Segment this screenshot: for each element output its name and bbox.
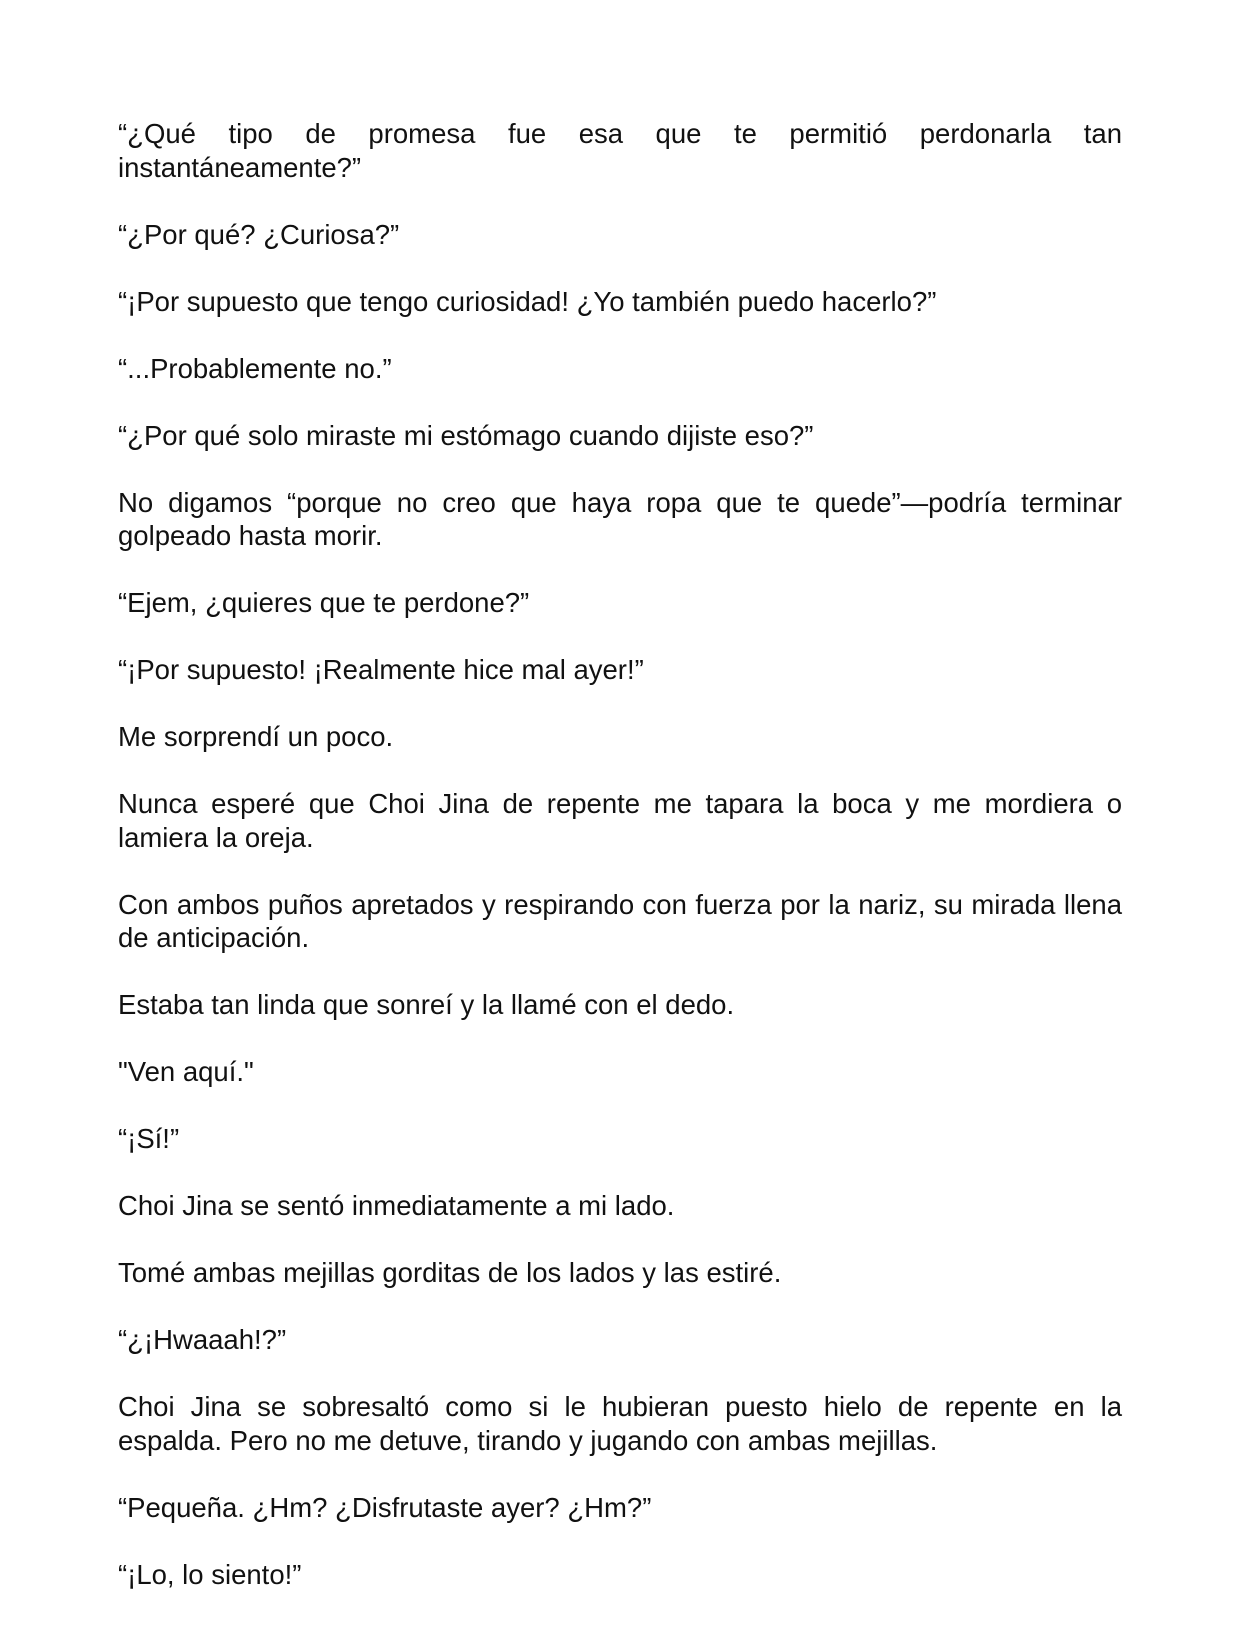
paragraph-2: “¿Por qué? ¿Curiosa?” <box>118 218 400 250</box>
paragraph-11: Con ambos puños apretados y respirando con fuerza por la nariz, su mirada llena de anticipación. <box>118 888 1122 953</box>
paragraph-18: Choi Jina se sobresaltó como si le hubieran puesto hielo de repente en la espalda. Pero no me detuve, tirando y jugando con ambas mejillas. <box>118 1391 1122 1456</box>
paragraph-16: Tomé ambas mejillas gorditas de los lados y las estiré. <box>118 1257 782 1288</box>
paragraph-7: “Ejem, ¿quieres que te perdone?” <box>118 587 530 618</box>
paragraph-6: No digamos “porque no creo que haya ropa que te quede”—podría terminar golpeado hasta morir. <box>118 486 1122 551</box>
paragraph-5: “¿Por qué solo miraste mi estómago cuando dijiste eso?” <box>118 419 814 451</box>
paragraph-9: Me sorprendí un poco. <box>118 721 394 752</box>
document-body <box>118 117 1122 1625</box>
paragraph-3: “¡Por supuesto que tengo curiosidad! ¿Yo también puedo hacerlo?” <box>118 285 937 317</box>
paragraph-15: Choi Jina se sentó inmediatamente a mi lado. <box>118 1190 675 1221</box>
paragraph-10: Nunca esperé que Choi Jina de repente me tapara la boca y me mordiera o lamiera la oreja. <box>118 788 1122 853</box>
paragraph-8: “¡Por supuesto! ¡Realmente hice mal ayer!” <box>118 654 644 685</box>
paragraph-1: “¿Qué tipo de promesa fue esa que te permitió perdonarla tan instantáneamente?” <box>118 118 1122 183</box>
paragraph-13: "Ven aquí." <box>118 1056 254 1087</box>
paragraph-17: “¿¡Hwaaah!?” <box>118 1324 287 1355</box>
paragraph-19: “Pequeña. ¿Hm? ¿Disfrutaste ayer? ¿Hm?” <box>118 1491 652 1523</box>
paragraph-4: “...Probablemente no.” <box>118 352 392 384</box>
paragraph-14: “¡Sí!” <box>118 1123 180 1154</box>
paragraph-20: “¡Lo, lo siento!” <box>118 1558 302 1590</box>
paragraph-12: Estaba tan linda que sonreí y la llamé con el dedo. <box>118 989 735 1020</box>
